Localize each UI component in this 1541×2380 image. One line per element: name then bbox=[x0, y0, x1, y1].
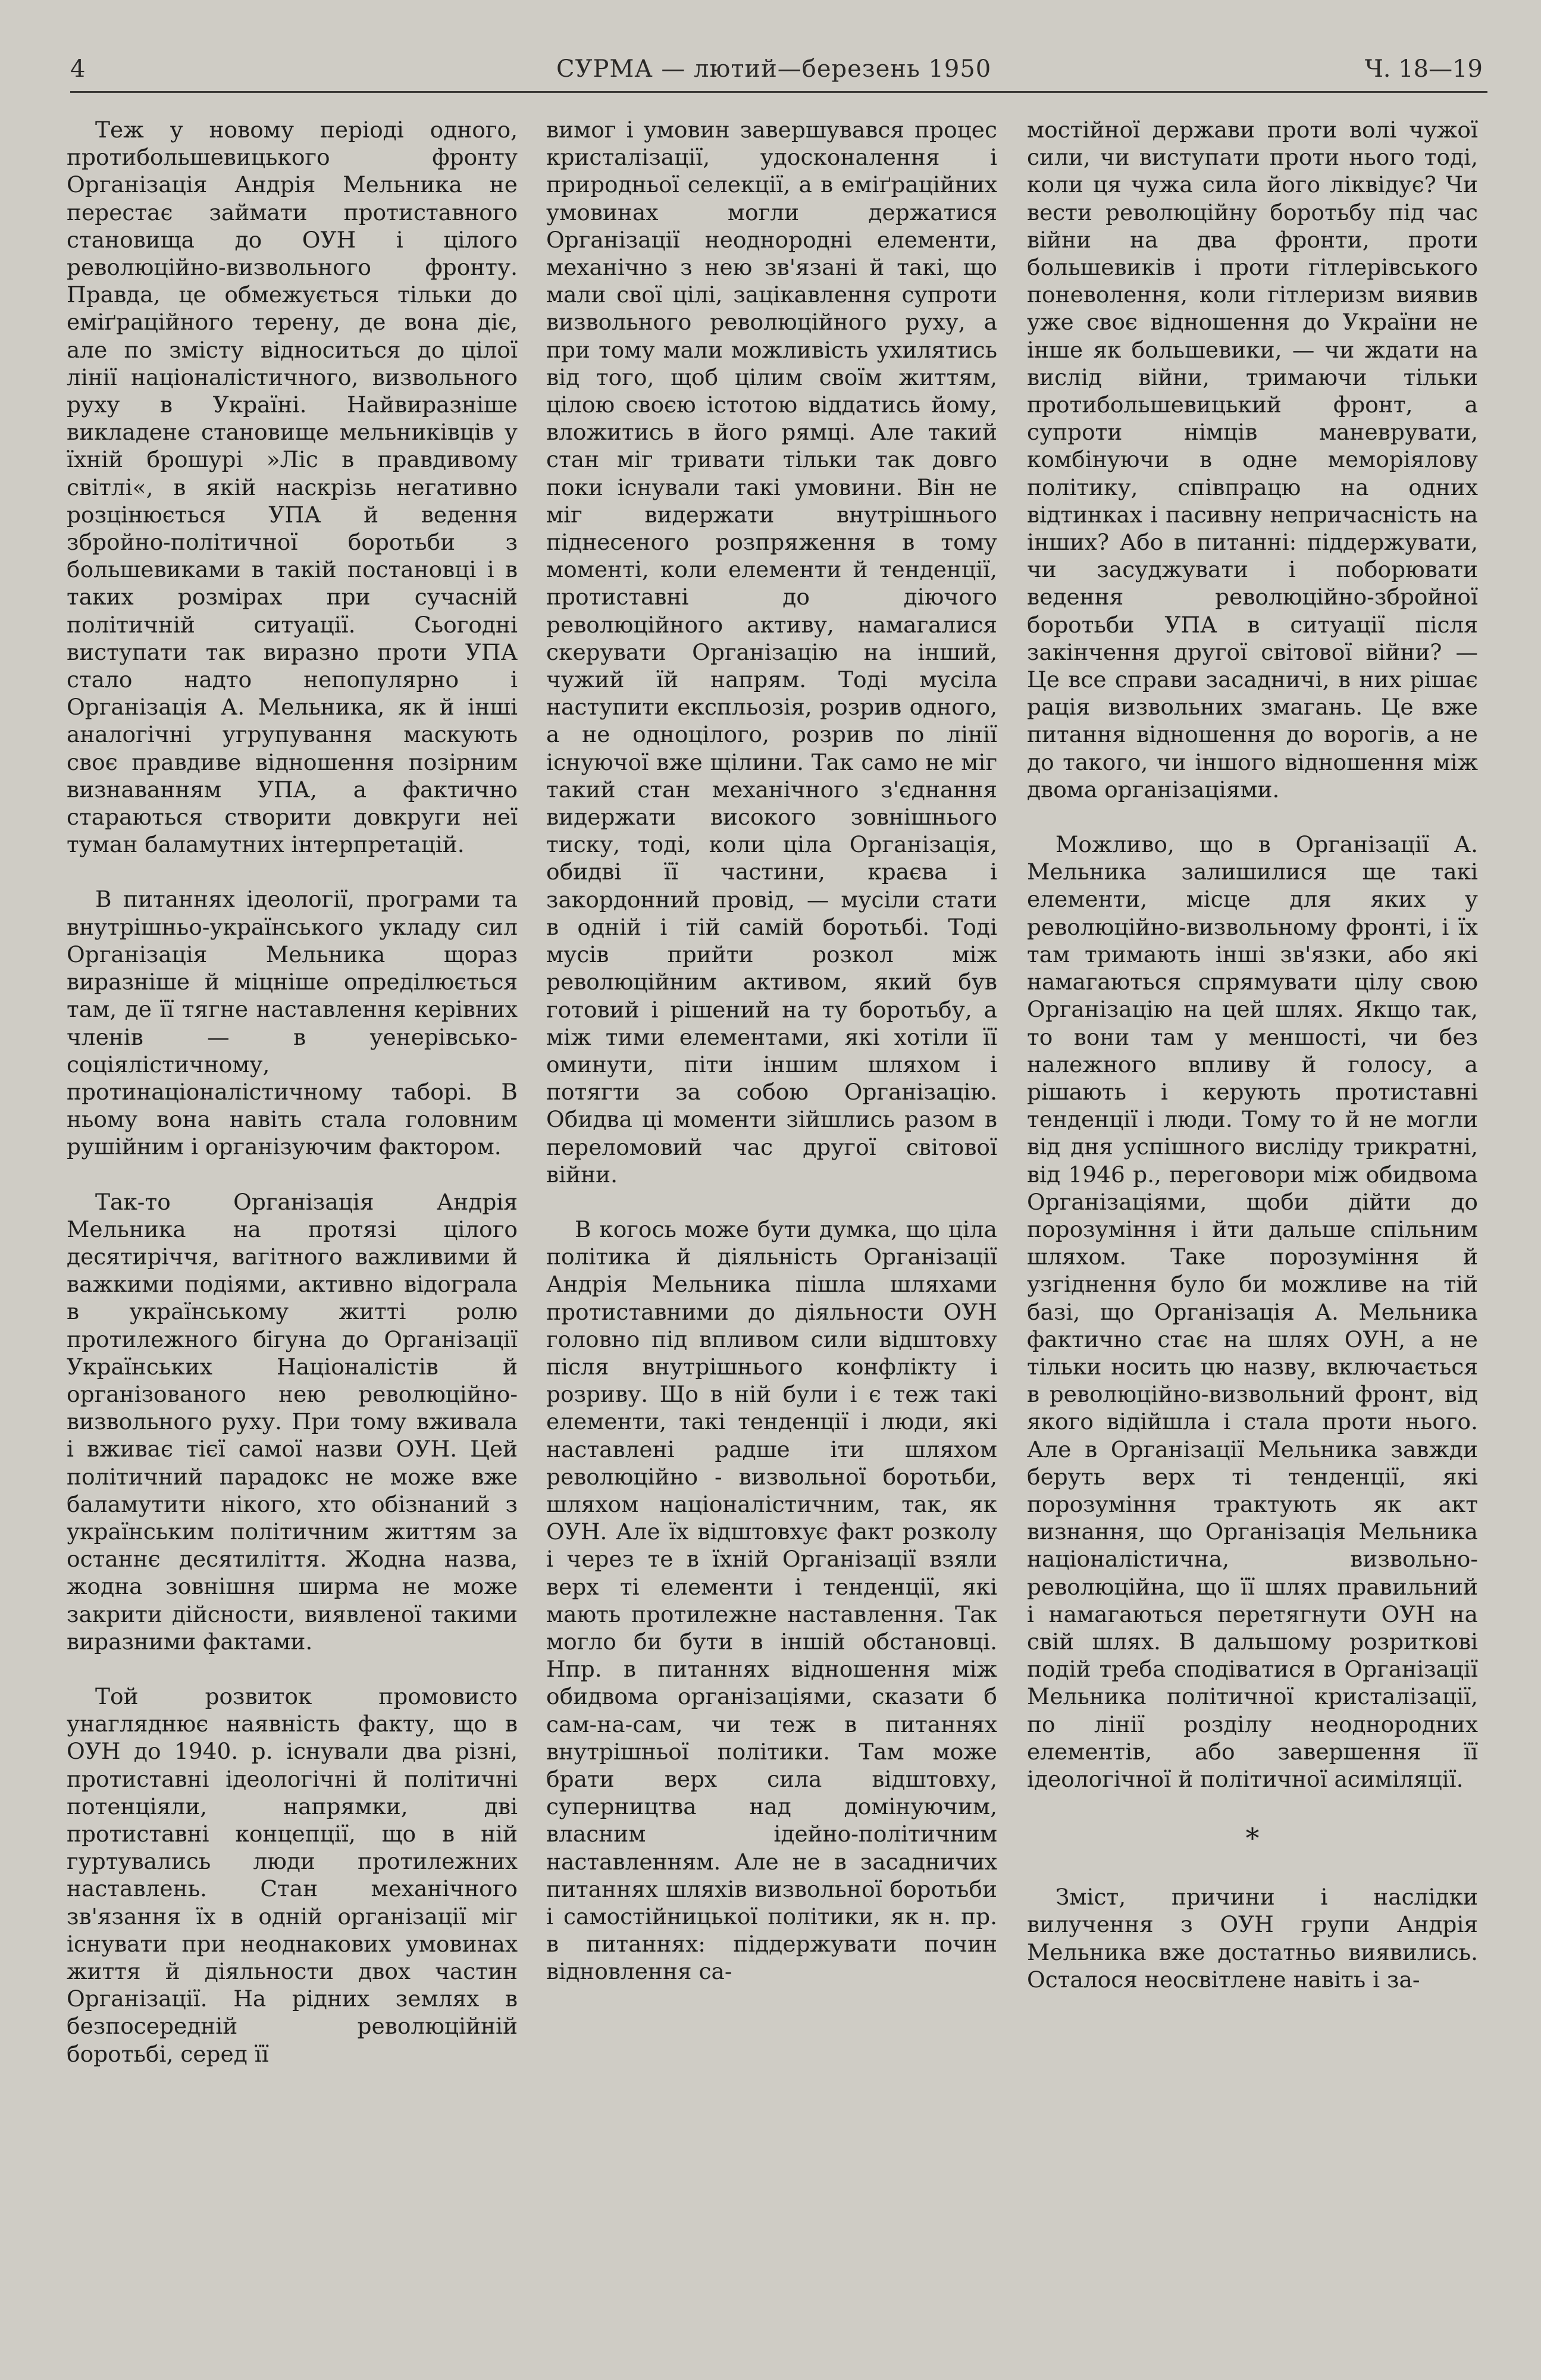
header-rule bbox=[70, 91, 1487, 93]
paragraph: Теж у новому періоді одного, протибольшевицького фронту Організація Андрія Мельника не перестає займати протиставного становища до ОУН і цілого революційно-визвольного фронту. Правда, це обмежується тільки до еміґраційного терену, де вона діє, але по змісту відноситься до цілої лінії націоналістичного, визвольного руху в Україні. Найвиразніше викладене становище мельниківців у їхній брошурі »Ліс в правдивому світлі«, в якій наскрізь негативно розцінюється УПА й ведення збройно-політичної боротьби з большевиками в такій постановці і в таких розмірах при сучасній політичній ситуації. Сьогодні виступати так виразно проти УПА стало надто непопулярно і Організація А. Мельника, як й інші аналогічні угрупування маскують своє правдиве відношення позірним визнаванням УПА, а фактично стараються створити довкруги неї туман баламутних інтерпретацій. bbox=[67, 117, 518, 858]
page-header bbox=[0, 51, 1541, 87]
paragraph: Той розвиток промовисто унагляднює наявність факту, що в ОУН до 1940. р. існували два різні, протиставні ідеологічні й політичні потенціяли, напрямки, дві протиставні концепції, що в ній гуртувались люди протилежних наставлень. Стан механічного зв'язання їх в одній організації міг існувати при неоднакових умовинах життя й діяльности двох частин Організації. На рідних землях в безпосередній революційній боротьбі, серед її bbox=[67, 1683, 518, 2067]
section-separator: * bbox=[1245, 1822, 1260, 1855]
text-column-3 bbox=[1027, 116, 1478, 1993]
paragraph: В питаннях ідеології, програми та внутрішньо-українського укладу сил Організація Мельника щораз виразніше й міцніше опреділюється там, де її тягне наставлення керівних членів — в уенерівсько-соціялістичному, протинаціоналістичному таборі. В ньому вона навіть стала головним рушійним і організуючим фактором. bbox=[67, 886, 518, 1160]
issue-number: Ч. 18—19 bbox=[1364, 55, 1483, 83]
text-column-2 bbox=[546, 116, 997, 1986]
paragraph: Можливо, що в Організації А. Мельника залишилися ще такі елементи, місце для яких у революційно-визвольному фронті, і їх там тримають інші зв'язки, або які намагаються спрямувати цілу свою Організацію на цей шлях. Якщо так, то вони там у меншості, чи без належного впливу й голосу, а рішають і керують протиставні тенденції і люди. Тому то й не могли від дня успішного висліду трикратні, від 1946 р., переговори між обидвома Організаціями, щоби дійти до порозуміння і йти дальше спільним шляхом. Таке порозуміння й узгіднення було би можливе на тій базі, що Організація А. Мельника фактично стає на шлях ОУН, а не тільки носить цю назву, включається в революційно-визвольний фронт, від якого відійшла і стала проти нього. Але в Організації Мельника завжди беруть верх ті тенденції, які порозуміння трактують як акт визнання, що Організація Мельника націоналістична, визвольно-революційна, що її шлях правильний і намагаються перетягнути ОУН на свій шлях. В дальшому розриткові подій треба сподіватися в Організації Мельника політичної кристалізації, по лінії розділу неоднородних елементів, або завершення її ідеологічної й політичної асиміляції. bbox=[1027, 831, 1478, 1792]
page-number: 4 bbox=[70, 55, 86, 83]
text-column-1 bbox=[67, 116, 518, 2068]
paragraph: Так-то Організація Андрія Мельника на протязі цілого десятиріччя, вагітного важливими й важкими подіями, активно відограла в українському житті ролю протилежного бігуна до Організації Українських Націоналістів й організованого нею революційно-визвольного руху. При тому вживала і вживає тієї самої назви ОУН. Цей політичний парадокс не може вже баламутити нікого, хто обізнаний з українським політичним життям за останнє десятиліття. Жодна назва, жодна зовнішня ширма не може закрити дійсности, виявленої такими виразними фактами. bbox=[67, 1188, 518, 1655]
paragraph: Зміст, причини і наслідки вилучення з ОУН групи Андрія Мельника вже достатньо виявились. Осталося неосвітлене навіть і за- bbox=[1027, 1884, 1478, 1993]
paragraph: вимог і умовин завершувався процес кристалізації, удосконалення і природньої селекції, а в еміґраційних умовинах могли держатися Організації неоднородні елементи, механічно з нею зв'язані й такі, що мали свої цілі, зацікавлення супроти визвольного революційного руху, а при тому мали можливість ухилятись від того, щоб цілим своїм життям, цілою своєю істотою віддатись йому, вложитись в його рямці. Але такий стан міг тривати тільки так довго поки існували такі умовини. Він не міг видержати внутрішнього піднесеного розпряження в тому моменті, коли елементи й тенденції, протиставні до діючого революційного активу, намагалися скерувати Організацію на інший, чужий їй напрям. Тоді мусіла наступити експльозія, розрив одного, а не одноцілого, розрив по лінії існуючої вже щілини. Так само не міг такий стан механічного з'єднання видержати високого зовнішнього тиску, тоді, коли ціла Організація, обидві її частини, краєва і закордонний провід, — мусіли стати в одній і тій самій боротьбі. Тоді мусів прийти розкол між революційним активом, який був готовий і рішений на ту боротьбу, а між тими елементами, які хотіли її оминути, піти іншим шляхом і потягти за собою Організацію. Обидва ці моменти зійшлись разом в переломовий час другої світової війни. bbox=[546, 117, 997, 1188]
masthead: СУРМА — лютий—березень 1950 bbox=[556, 55, 992, 83]
paragraph: В когось може бути думка, що ціла політика й діяльність Організації Андрія Мельника пішла шляхами протиставними до діяльности ОУН головно під впливом сили відштовху після внутрішнього конфлікту і розриву. Що в ній були і є теж такі елементи, такі тенденції і люди, які наставлені радше іти шляхом революційно - визвольної боротьби, шляхом націоналістичним, так, як ОУН. Але їх відштовхує факт розколу і через те в їхній Організації взяли верх ті елементи і тенденції, які мають протилежне наставлення. Так могло би бути в іншій обстановці. Нпр. в питаннях відношення між обидвома організаціями, сказати б сам-на-сам, чи теж в питаннях внутрішньої політики. Там може брати верх сила відштовху, суперництва над домінуючим, власним ідейно-політичним наставленням. Але не в засадничих питаннях шляхів визвольної боротьби і самостійницької політики, як н. пр. в питаннях: піддержувати почин відновлення са- bbox=[546, 1216, 997, 1985]
paragraph: мостійної держави проти волі чужої сили, чи виступати проти нього тоді, коли ця чужа сила його ліквідує? Чи вести революційну боротьбу під час війни на два фронти, проти большевиків і проти гітлерівського поневолення, коли гітлеризм виявив уже своє відношення до України не інше як большевики, — чи ждати на вислід війни, тримаючи тільки протибольшевицький фронт, а супроти німців маневрувати, комбінуючи в одне меморіялову політику, співпрацю на одних відтинках і пасивну непричасність на інших? Або в питанні: піддержувати, чи засуджувати і поборювати ведення революційно-збройної боротьби УПА в ситуації після закінчення другої світової війни? — Це все справи засадничі, в них рішає рація визвольних змагань. Це вже питання відношення до ворогів, а не до такого, чи іншого відношення між двома організаціями. bbox=[1027, 117, 1478, 803]
